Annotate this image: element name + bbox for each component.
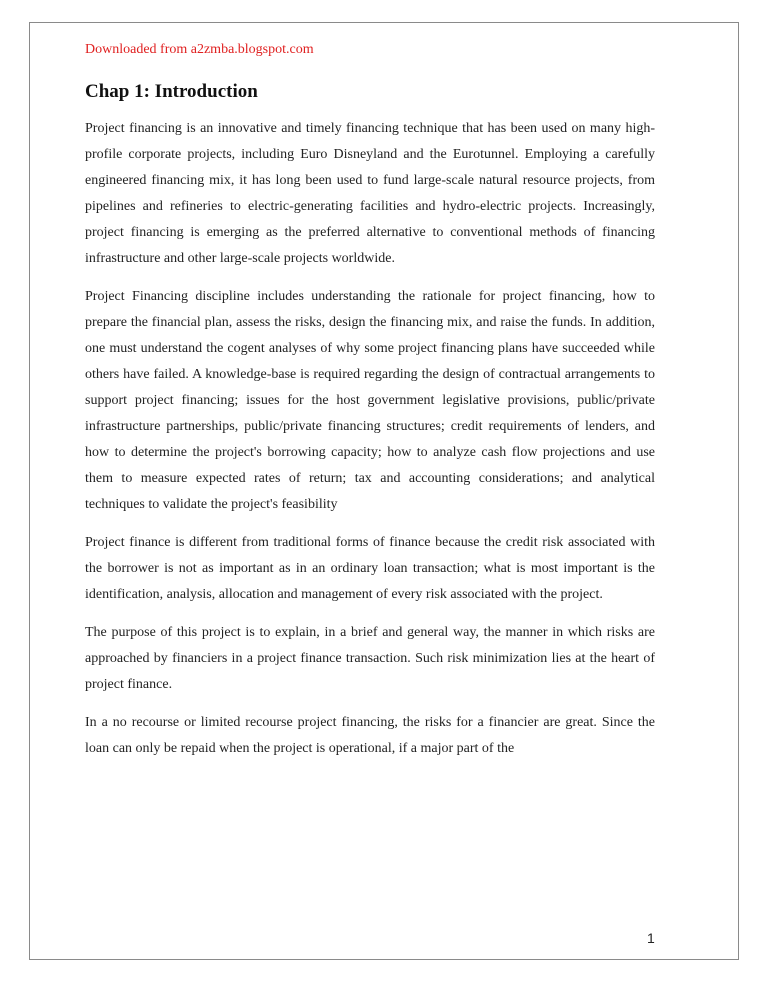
paragraph-1: Project financing is an innovative and timely financing technique that has been used on many high-profile corporate projects, including Euro Disneyland and the Eurotunnel. Employing a carefully engineered financing mix, it has long been used to fund large-scale natural resource projects, from pipelines and refineries to electric-generating facilities and hydro-electric projects. Increasingly, project financing is emerging as the preferred alternative to conventional methods of financing infrastructure and other large-scale projects worldwide. [85,121,655,266]
paragraph-4: The purpose of this project is to explain, in a brief and general way, the manner in which risks are approached by financiers in a project finance transaction. Such risk minimization lies at the heart of project finance. [85,625,655,692]
page-number: 1 [647,930,655,946]
paragraph-5: In a no recourse or limited recourse project financing, the risks for a financier are great. Since the loan can only be repaid when the project is operational, if a major part of the [85,715,655,756]
paragraph-3: Project finance is different from traditional forms of finance because the credit risk associated with the borrower is not as important as in an ordinary loan transaction; what is most important is the identification, analysis, allocation and management of every risk associated with the project. [85,535,655,602]
page-content [85,40,655,774]
chapter-title: Chap 1: Introduction [85,81,258,102]
paragraph-2: Project Financing discipline includes understanding the rationale for project financing, how to prepare the financial plan, assess the risks, design the financing mix, and raise the funds. In addition, one must understand the cogent analyses of why some project financing plans have succeeded while others have failed. A knowledge-base is required regarding the design of contractual arrangements to support project financing; issues for the host government legislative provisions, public/private infrastructure partnerships, public/private financing structures; credit requirements of lenders, and how to determine the project's borrowing capacity; how to analyze cash flow projections and use them to measure expected rates of return; tax and accounting considerations; and analytical techniques to validate the project's feasibility [85,289,655,512]
download-source-link[interactable]: Downloaded from a2zmba.blogspot.com [85,42,314,57]
